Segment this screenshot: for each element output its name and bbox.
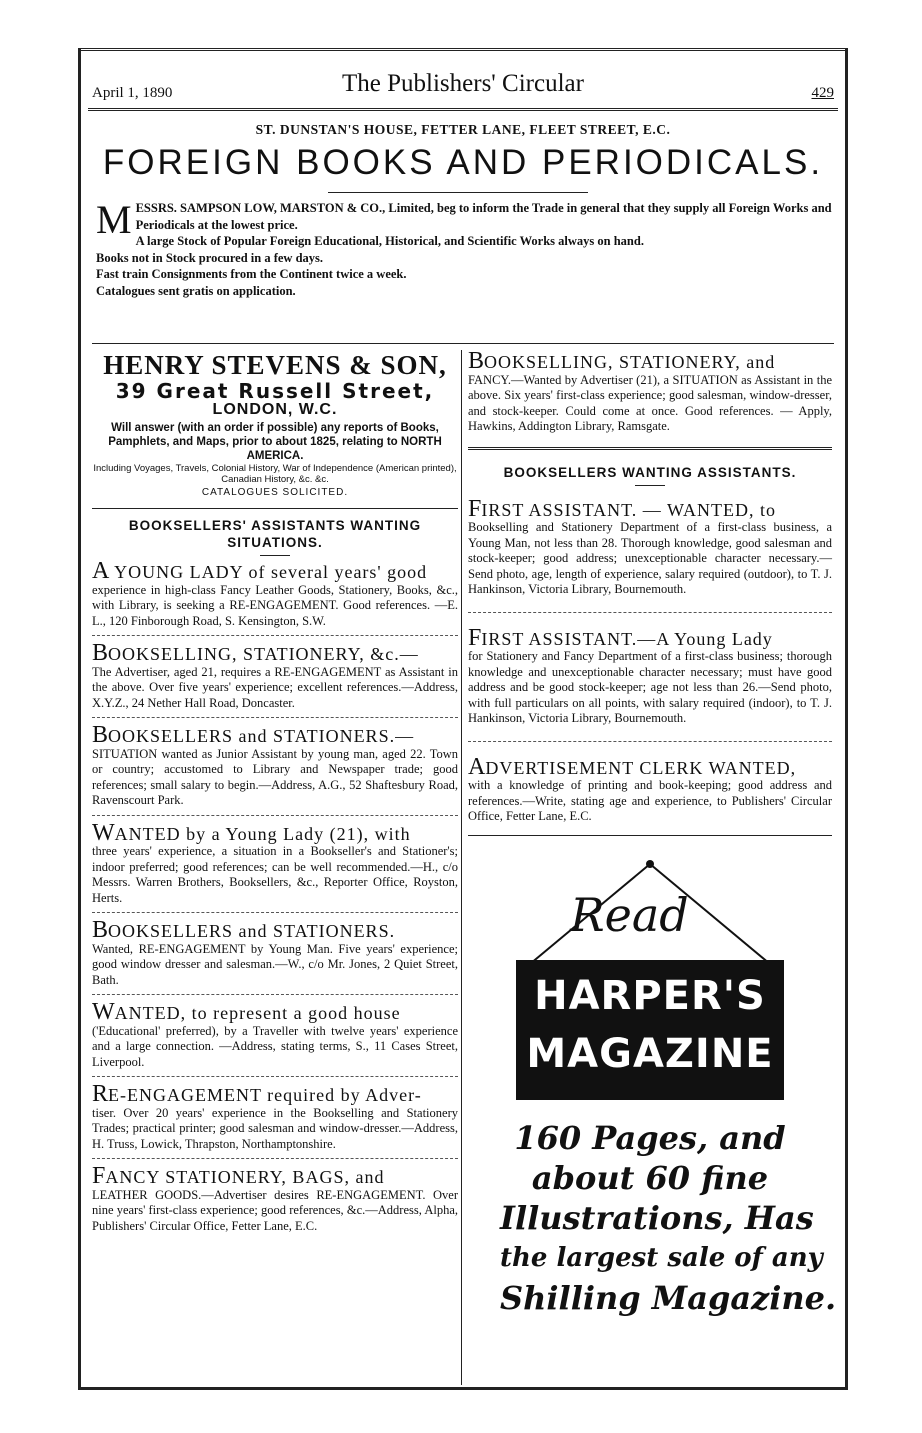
ad-rule: [92, 1076, 458, 1077]
ad-body: The Advertiser, aged 21, requires a RE-ENGAGEMENT as Assistant in the above. Over five years' experience; excellent references.—Address, X.Y.Z., 24 Nether Hall Road, Doncaster.: [92, 664, 458, 710]
notice-line: ESSRS. SAMPSON LOW, MARSTON & CO., Limited, beg to inform the Trade in general that they supply all Foreign Works and Periodicals at the lowest price.: [135, 201, 832, 232]
drop-cap: A: [92, 558, 110, 584]
magazine-tagline: [500, 1118, 837, 1318]
left-border: [78, 48, 81, 1390]
ad-body: Bookselling and Stationery Department of a first-class business, a Young Man, not less than 28. Thorough knowledge, good salesman and stock-keeper; good address; unexceptionable character necessary.—Send photo, age, length of experience, salary required (outdoor), to T. J. Hankinson, Victoria Library, Bournemouth.: [468, 520, 832, 596]
issue-date: April 1, 1890: [92, 85, 173, 101]
drop-cap: B: [468, 348, 485, 374]
ad-body: LEATHER GOODS.—Advertiser desires RE-ENGAGEMENT. Over nine years' first-class experience; good references, &c.—Address, Alpha, Publishers' Circular Office, Fetter Lane, E.C.: [92, 1187, 458, 1233]
sign-line: MAGAZINE: [526, 1030, 774, 1077]
advertiser-street: 39 Great Russell Street,: [115, 379, 435, 403]
ad-lead: OOKSELLING, STATIONERY, and: [484, 352, 776, 372]
ad-rule: [92, 1158, 458, 1159]
ad-body: SITUATION wanted as Junior Assistant by young man, aged 22. Town or country; accustomed to Library and Newspaper trade; good references; small salary to begin.—Address, A.G., 52 Shaftesbury Road, Ravenscourt Park.: [92, 746, 458, 807]
section-rule: [468, 447, 832, 450]
ad-lead: ANCY STATIONERY, BAGS, and: [105, 1167, 385, 1187]
notice-line: Books not in Stock procured in a few days.: [96, 250, 324, 265]
drop-cap: M: [96, 197, 132, 242]
advertiser-name: HENRY STEVENS & SON,: [103, 350, 447, 380]
classified-ad: [92, 1001, 458, 1070]
ad-body: for Stationery and Fancy Department of a first-class business; thorough knowledge and unexceptionable character necessary; must have good address and be good stock-keeper; age not less than 26.—Send photo, with full particulars on all points, with salary required (indoor), to T. J. Hankinson, Victoria Library, Bournemouth.: [468, 649, 832, 725]
ad-rule: [468, 741, 832, 742]
sampson-low-notice: [96, 197, 834, 299]
ad-lead: OOKSELLERS and STATIONERS.—: [108, 726, 415, 746]
tagline-line: about 60 fine: [531, 1158, 769, 1197]
section-rule: [92, 508, 458, 509]
drop-cap: B: [92, 917, 109, 943]
tagline-line: Illustrations, Has: [500, 1198, 814, 1237]
ad-lead: ANTED by a Young Lady (21), with: [114, 823, 411, 844]
ad-lead: DVERTISEMENT CLERK WANTED,: [485, 757, 797, 778]
sign-line: HARPER'S: [534, 972, 766, 1019]
ad-rule: [92, 912, 458, 913]
page-number: 429: [811, 85, 834, 101]
tagline-line: the largest sale of any: [500, 1242, 823, 1273]
henry-stevens-ad: [92, 350, 458, 500]
ad-lead: YOUNG LADY of several years' good: [109, 562, 428, 582]
classified-ad: [468, 753, 832, 825]
ad-body: ('Educational' preferred), by a Traveller with twelve years' experience and a large connection. —Address, stating terms, S., 11 Cases Street, Liverpool.: [92, 1023, 458, 1069]
classified-ad: [468, 350, 832, 435]
heading-rule: [328, 192, 588, 193]
ad-rule: [92, 717, 458, 718]
column-divider: [461, 350, 462, 1385]
section-rule: [468, 835, 832, 836]
tagline-line: Shilling Magazine.: [500, 1278, 837, 1317]
ad-body: three years' experience, a situation in a Bookseller's and Stationer's; indoor preferred; good references; can be well recommended.—H., c/o Messrs. Warren Brothers, Booksellers, &c., Reporter Office, Royston, Herts.: [92, 844, 458, 905]
left-column: [92, 350, 458, 1239]
classified-ad: [468, 495, 832, 598]
header-rule: [88, 108, 838, 111]
bottom-border: [78, 1387, 848, 1390]
ad-lead: IRST ASSISTANT.—A Young Lady: [481, 628, 773, 649]
right-border: [845, 48, 848, 1390]
drop-cap: W: [92, 819, 115, 846]
classified-ad: [92, 642, 458, 711]
ad-rule: [92, 635, 458, 636]
magazine-sign: [516, 960, 784, 1100]
foreign-books-heading: FOREIGN BOOKS AND PERIODICALS.: [102, 143, 824, 182]
read-script: Read: [570, 887, 689, 942]
ad-body: tiser. Over 20 years' experience in the Bookselling and Stationery Trades; practical printer; good salesman and window-dresser.—Address, H. Truss, Lowick, Thrapston, Northamptonshire.: [92, 1105, 458, 1151]
ad-lead: E-ENGAGEMENT required by Adver-: [108, 1085, 422, 1105]
right-column: [468, 348, 837, 1326]
notice-line: A large Stock of Popular Foreign Educational, Historical, and Scientific Works always on hand.: [135, 234, 644, 248]
heading-dash: [260, 555, 290, 556]
classified-ad: [92, 560, 458, 629]
drop-cap: B: [92, 640, 109, 666]
drop-cap: F: [468, 495, 482, 522]
drop-cap: R: [92, 1081, 109, 1107]
drop-cap: A: [468, 753, 486, 780]
ad-body: with a knowledge of printing and book-keeping; good address and references.—Write, stating age and experience, to Publishers' Circular Office, Fetter Lane, E.C.: [468, 778, 832, 823]
harpers-magazine-ad: [500, 856, 837, 1326]
ad-text: CATALOGUES SOLICITED.: [201, 486, 349, 498]
section-heading: BOOKSELLERS WANTING ASSISTANTS.: [503, 464, 797, 480]
ad-lead: OOKSELLERS and STATIONERS.: [108, 921, 396, 941]
drop-cap: F: [468, 624, 482, 651]
classified-ad: [92, 1165, 458, 1234]
publisher-address: ST. DUNSTAN'S HOUSE, FETTER LANE, FLEET STREET, E.C.: [255, 122, 671, 137]
drop-cap: W: [92, 999, 115, 1025]
ad-rule: [92, 994, 458, 995]
ad-rule: [468, 612, 832, 613]
drop-cap: B: [92, 722, 109, 748]
notice-line: Fast train Consignments from the Continent twice a week.: [96, 267, 407, 281]
top-border: [78, 48, 848, 51]
ad-body: experience in high-class Fancy Leather Goods, Stationery, Books, &c., with Library, is seeking a RE-ENGAGEMENT. Good references. —E. L., 120 Finborough Road, S. Kensington, S.W.: [92, 582, 458, 628]
newspaper-page: [78, 40, 848, 1390]
classified-ad: [468, 624, 832, 727]
classified-ad: [92, 919, 458, 988]
notice-line: Catalogues sent gratis on application.: [96, 283, 296, 298]
ad-lead: IRST ASSISTANT. — WANTED, to: [481, 499, 776, 520]
ad-text: Including Voyages, Travels, Colonial History, War of Independence (American printed), Canadian History, &c. &c.: [93, 462, 457, 485]
ad-text: Will answer (with an order if possible) any reports of Books, Pamphlets, and Maps, prior to about 1825, relating to NORTH AMERICA.: [108, 421, 442, 462]
classified-ad: [92, 1083, 458, 1152]
tagline-line: 160 Pages, and: [514, 1118, 786, 1157]
advertiser-city: LONDON, W.C.: [212, 401, 338, 418]
ad-body: Wanted, RE-ENGAGEMENT by Young Man. Five years' experience; good window dresser and salesman.—W., c/o Mr. Jones, 2 Quiet Street, Bath.: [92, 941, 458, 987]
section-heading: BOOKSELLERS' ASSISTANTS WANTING SITUATIONS.: [128, 518, 422, 550]
publication-title: The Publishers' Circular: [342, 70, 584, 97]
classified-ad: [92, 724, 458, 809]
ad-lead: OOKSELLING, STATIONERY, &c.—: [108, 644, 419, 664]
ad-rule: [92, 815, 458, 816]
page-header: [92, 70, 834, 104]
heading-dash: [635, 485, 665, 486]
drop-cap: F: [92, 1163, 106, 1189]
section-rule: [92, 343, 834, 344]
ad-lead: ANTED, to represent a good house: [114, 1003, 401, 1023]
ad-body: FANCY.—Wanted by Advertiser (21), a SITUATION as Assistant in the above. Six years' first-class experience; good salesman, window-dresser, and stock-keeper. Could come at once. Good references. — Apply, Hawkins, Addington Library, Ramsgate.: [468, 372, 832, 433]
classified-ad: [92, 819, 458, 907]
